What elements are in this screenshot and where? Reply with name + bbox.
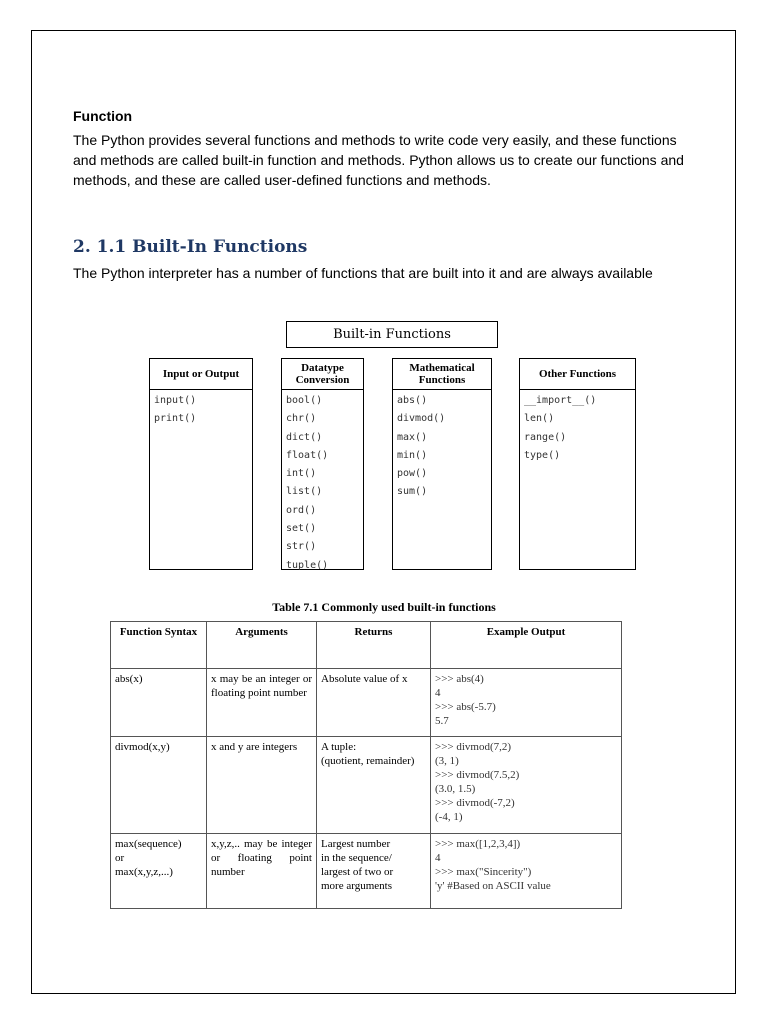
output-line: >>> divmod(7,2) xyxy=(435,741,512,753)
diagram-column-other xyxy=(519,358,636,570)
returns-line: in the sequence/ xyxy=(321,852,392,864)
list-item: dict() xyxy=(286,431,323,443)
output-line: 4 xyxy=(435,687,441,699)
output-line: >>> divmod(7.5,2) xyxy=(435,769,520,781)
output-line: 4 xyxy=(435,852,441,864)
table-row xyxy=(111,834,622,909)
list-item: int() xyxy=(286,468,317,480)
builtin-section-title: 2. 1.1 Built-In Functions xyxy=(73,237,308,257)
table-header-row xyxy=(111,622,622,669)
list-item: list() xyxy=(286,486,323,498)
builtin-paragraph: The Python interpreter has a number of functions that are built into it and are always available xyxy=(73,265,653,281)
diagram-column-mathematical xyxy=(392,358,492,570)
output-line: (3.0, 1.5) xyxy=(435,783,476,795)
list-item: min() xyxy=(397,449,428,461)
list-item: __import__() xyxy=(524,395,597,406)
list-item: sum() xyxy=(397,486,428,498)
syntax-line: or xyxy=(115,852,125,864)
table-caption: Table 7.1 Commonly used built-in functions xyxy=(272,600,496,614)
output-cell xyxy=(431,669,622,737)
diagram-title: Built-in Functions xyxy=(286,321,498,348)
column-header: Datatype Conversion xyxy=(282,359,363,390)
syntax-cell xyxy=(111,669,207,737)
column-header: Mathematical Functions xyxy=(393,359,491,390)
column-header: Arguments xyxy=(207,622,317,669)
syntax-cell xyxy=(111,737,207,834)
list-item: abs() xyxy=(397,395,428,406)
arguments-cell: x,y,z,.. may be integer or floating point number xyxy=(207,834,317,909)
syntax-line: max(sequence) xyxy=(115,838,182,850)
returns-line: more arguments xyxy=(321,880,392,892)
output-line: 'y' #Based on ASCII value xyxy=(435,880,551,892)
returns-line: (quotient, remainder) xyxy=(321,755,415,767)
column-header: Other Functions xyxy=(520,359,635,390)
list-item: pow() xyxy=(397,468,428,480)
output-cell xyxy=(431,737,622,834)
list-item: tuple() xyxy=(286,559,329,571)
syntax-line: abs(x) xyxy=(115,673,143,685)
list-item: input() xyxy=(154,395,197,406)
diagram-column-input-output xyxy=(149,358,253,570)
list-item: len() xyxy=(524,413,555,425)
output-cell xyxy=(431,834,622,909)
syntax-line: max(x,y,z,...) xyxy=(115,866,173,878)
returns-line: Absolute value of x xyxy=(321,673,408,685)
syntax-line: divmod(x,y) xyxy=(115,741,170,753)
output-line: >>> abs(4) xyxy=(435,673,484,685)
column-header: Example Output xyxy=(431,622,622,669)
table-row xyxy=(111,737,622,834)
returns-cell xyxy=(317,669,431,737)
list-item: chr() xyxy=(286,413,317,425)
returns-cell xyxy=(317,737,431,834)
diagram-column-datatype-conversion xyxy=(281,358,364,570)
returns-line: A tuple: xyxy=(321,741,357,753)
list-item: max() xyxy=(397,431,428,443)
list-item: type() xyxy=(524,449,561,461)
returns-line: Largest number xyxy=(321,838,391,850)
table-row xyxy=(111,669,622,737)
column-header: Function Syntax xyxy=(111,622,207,669)
returns-line: largest of two or xyxy=(321,866,394,878)
syntax-cell xyxy=(111,834,207,909)
list-item: divmod() xyxy=(397,413,446,425)
output-line: 5.7 xyxy=(435,715,449,727)
output-line: >>> max("Sincerity") xyxy=(435,866,532,878)
column-header: Input or Output xyxy=(150,359,252,390)
output-line: >>> abs(-5.7) xyxy=(435,701,496,713)
list-item: set() xyxy=(286,523,317,535)
column-header: Returns xyxy=(317,622,431,669)
list-item: str() xyxy=(286,541,317,553)
list-item: bool() xyxy=(286,395,323,406)
arguments-cell: x and y are integers xyxy=(207,737,317,834)
returns-cell xyxy=(317,834,431,909)
list-item: float() xyxy=(286,449,329,461)
list-item: range() xyxy=(524,431,567,443)
output-line: >>> divmod(-7,2) xyxy=(435,797,515,809)
arguments-cell: x may be an integer or floating point number xyxy=(207,669,317,737)
list-item: print() xyxy=(154,413,197,425)
output-line: >>> max([1,2,3,4]) xyxy=(435,838,521,850)
list-item: ord() xyxy=(286,504,317,516)
output-line: (-4, 1) xyxy=(435,811,463,823)
builtin-functions-table xyxy=(110,621,622,909)
output-line: (3, 1) xyxy=(435,755,459,767)
intro-paragraph: The Python provides several functions and methods to write code very easily, and these functions and methods are called built-in function and methods. Python allows us to create our functions and methods, and these are called user-defined functions and methods. xyxy=(73,132,684,188)
section-heading: Function xyxy=(73,108,133,124)
